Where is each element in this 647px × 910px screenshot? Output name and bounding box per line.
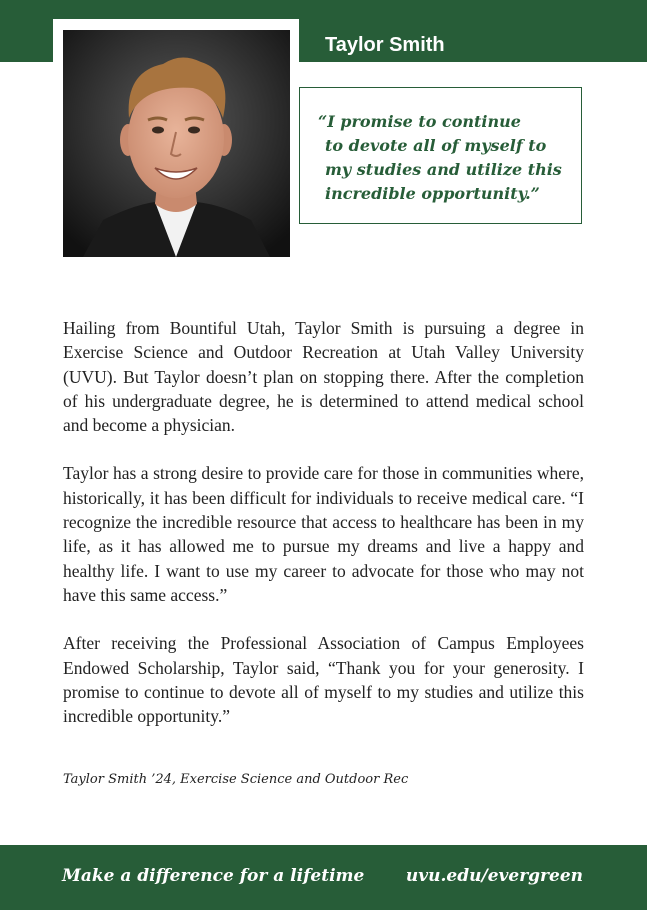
pull-quote [318,110,568,206]
bio-paragraph: After receiving the Professional Association of Campus Employees Endowed Scholarship, Taylor said, “Thank you for your generosity. I promise to continue to devote all of myself to my studies and utilize this incredible opportunity.” [63,633,584,727]
pull-quote-line: “I promise to continue [318,112,521,131]
footer-url-link[interactable]: uvu.edu/evergreen [405,866,583,886]
pull-quote-line: to devote all of myself to [325,136,547,155]
student-photo [63,30,290,257]
bio-paragraph: Hailing from Bountiful Utah, Taylor Smith is pursuing a degree in Exercise Science and Outdoor Recreation at Utah Valley University (UVU). But Taylor doesn’t plan on stopping there. After the completion of his undergraduate degree, he is determined to attend medical school and become a physician. [63,318,584,436]
pull-quote-line: incredible opportunity.” [325,184,540,203]
pull-quote-line: my studies and utilize this [325,160,562,179]
bio-body [63,316,584,752]
footer-tagline: Make a difference for a lifetime [62,866,365,886]
bio-paragraph: Taylor has a strong desire to provide care for those in communities where, historically, it has been difficult for individuals to receive medical care. “I recognize the incredible resource that access to healthcare has been in my life, as it has allowed me to pursue my dreams and live a happy and healthy life. I want to use my career to advocate for those who may not have this same access.” [63,463,584,605]
photo-caption: Taylor Smith ’24, Exercise Science and Outdoor Rec [63,772,409,787]
student-name: Taylor Smith [325,34,445,56]
